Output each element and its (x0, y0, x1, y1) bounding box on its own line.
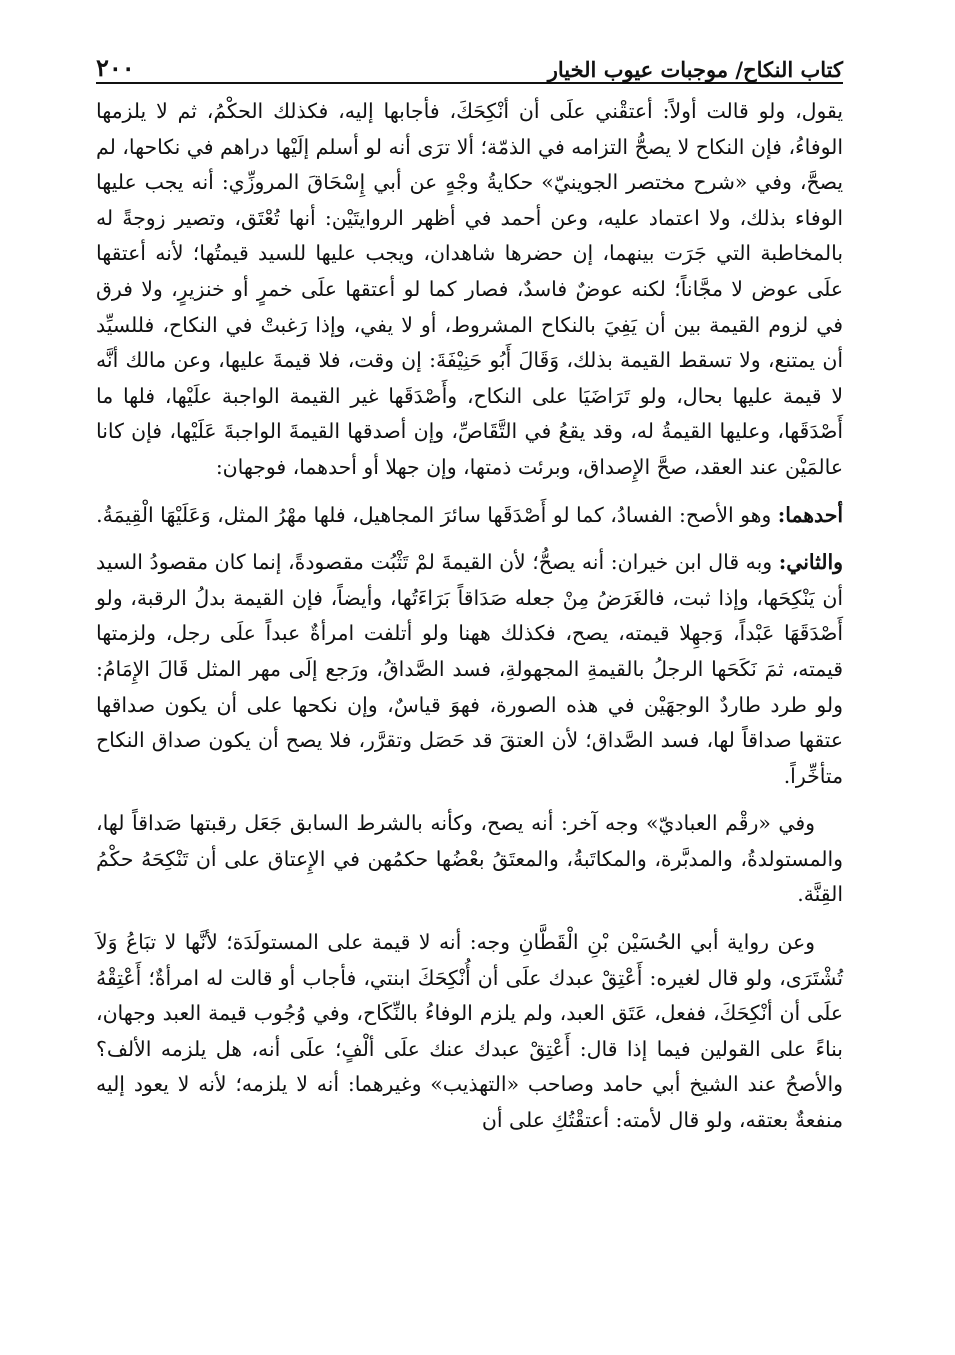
page-header (96, 38, 843, 84)
paragraph-second-aspect (96, 545, 843, 794)
paragraph-heading-term: والثاني: (778, 550, 843, 575)
paragraph-heading-term: أحدهما: (777, 502, 843, 527)
page-number: ٢٠٠ (96, 53, 135, 82)
paragraph-text: وعن رواية أبي الحُسَيْن بْنِ الْقَطَّانِ وجه: أنه لا قيمة على المستولَدَة؛ لأنَّها لا تبَاعُ وَلاَ تُشْتَرَى، ولو قال لغيره: أَعْتِقْ عبدك علَى أن أُنْكِحَكَ ابنتي، فأجاب أو قالت له امرأةٌ؛ أَعْتِقْهُ علَى أن أنْكِحَكَ، ففعل، عَتَق العبد، ولم يلزم الوفاءُ بالنِّكَاح، وفي وُجُوب قيمة العبد وجهان، بناءً على القولين فيما إذا قال: أَعْتِقْ عبدك عنك علَى ألْفٍ؛ علَى أنه، هل يلزمه الألف؟ والأصحُ عند الشيخ أبي حامد وصاحب «التهذيب» وغيرهما: أنه لا يلزمه؛ لأنه لا يعود إليه منفعةٌ بعتقه، ولو قال لأمته: أعتقْتُكِ على أن (96, 930, 843, 1133)
running-title: كتاب النكاح/ موجبات عيوب الخيار (547, 57, 843, 82)
paragraph-1 (96, 94, 843, 486)
paragraph-text: وهو الأصح: الفسادُ، كما لو أَصْدَقَها سائرَ المجاهيل، فلها مهْرُ المثل، وَعَلَيْهَا الْقِيمَةُ. (96, 502, 778, 527)
page-body (96, 94, 843, 1139)
paragraph-4 (96, 806, 843, 913)
paragraph-text: يقول، ولو قالت أولاً: أعتقْني علَى أن أنْكِحَكَ، فأجابها إليه، فكذلك الحكْمُ، ثم لا يلزمها الوفاءُ، فإن النكاح لا يصحُّ التزامه في الذمّة؛ ألا ترَى أنه لو أسلم إلَيْها دراهم في نكاحها، لم يصحَّ، وفي «شرح مختصر الجوينيّ» حكايةُ وجْهٍ عن أبي إِسْحَاقَ المروزِّي: أنه يجب عليها الوفاء بذلك، ولا اعتماد عليه، وعن أحمد في أظهر الروايتَيْن: أنها تُعْتَق، وتصير زوجةً له بالمخاطبة التي جَرَت بينهما، إن حضرها شاهدان، ويجب عليها للسيد قيمتُها؛ لأنه أعتقها علَى عوض لا مجَّاناً؛ لكنه عوضٌ فاسدٌ، فصار كما لو أعتقها علَى خمرٍ أو خنزيرٍ، ولا فرق في لزوم القيمة بين أن يَفِيَ بالنكاح المشروط، أو لا يفي، وإذا رَغبتْ في النكاح، فللسيِّد أن يمتنع، ولا تسقط القيمة بذلك، وَقَالَ أَبُو حَنِيْفَةَ: إن وقت، فلا قيمةَ عليها، وعن مالك أنَّه لا قيمة عليها بحال، ولو تَرَاضَيَا على النكاح، وأَصْدَقَها غير القيمة الواجبة علَيْها، فلها ما أَصْدَقَها، وعليها القيمةُ له، وقد يقعُ في التَّقَاصِّ، وإن أصدقها القيمةَ الواجبةَ عَلَيْها، فإن كانا عالمَيْن عند العقد، صحَّ الإِصداق، وبرئت ذمتها، وإن جهلا أو أحدهما، فوجهان: (96, 99, 843, 479)
paragraph-text: وبه قال ابن خيران: أنه يصحُّ؛ لأن القيمةَ لمْ تَثْبُت مقصودةً، إنما كان مقصودُ السيد أن يَنْكِحَها، وإذا ثبت، فالغَرَضُ مِنْ جعله صَدَاقاً بَرَاءَتُها، وأيضاً، فإن القيمة بدلُ الرقبة، ولو أَصْدَقَهَا عَبْداً، وَجهِلا قيمته، يصح، فكذلك ههنا ولو أتلفت امرأةٌ عبداً علَى رجل، ولزمتها قيمته، ثمَ نَكَحَها الرجلُ بالقيمةِ المجهولةِ، فسد الصَّداقُ، ورَجع إلَى مهر المثل قَالَ الإِمَامُ: ولو طرد طاردٌ الوجهَيْن في هذه الصورة، فهوَ قياسٌ، وإن نكحها على أن يكون صداقها عتقها صداقاً لها، فسد الصَّداق؛ لأن العتقَ قد حَصَل وتقرَّر، فلا يصح أن يكون صداق النكاح متأخِّراً. (96, 550, 843, 788)
paragraph-text: وفي «رقْم العباديّ» وجه آخر: أنه يصح، وكأنه بالشرط السابق جَعَل رقبتها صَداقاً لها، والمستولدةُ، والمدبَّرة، والمكاتَبةُ، والمعتَقُ بعْضُها حكمُهن في الإِعتاق على أن تَنْكِحَهُ حكْمُ القِنَّة. (96, 811, 843, 907)
paragraph-5 (96, 925, 843, 1139)
paragraph-first-aspect (96, 498, 843, 534)
